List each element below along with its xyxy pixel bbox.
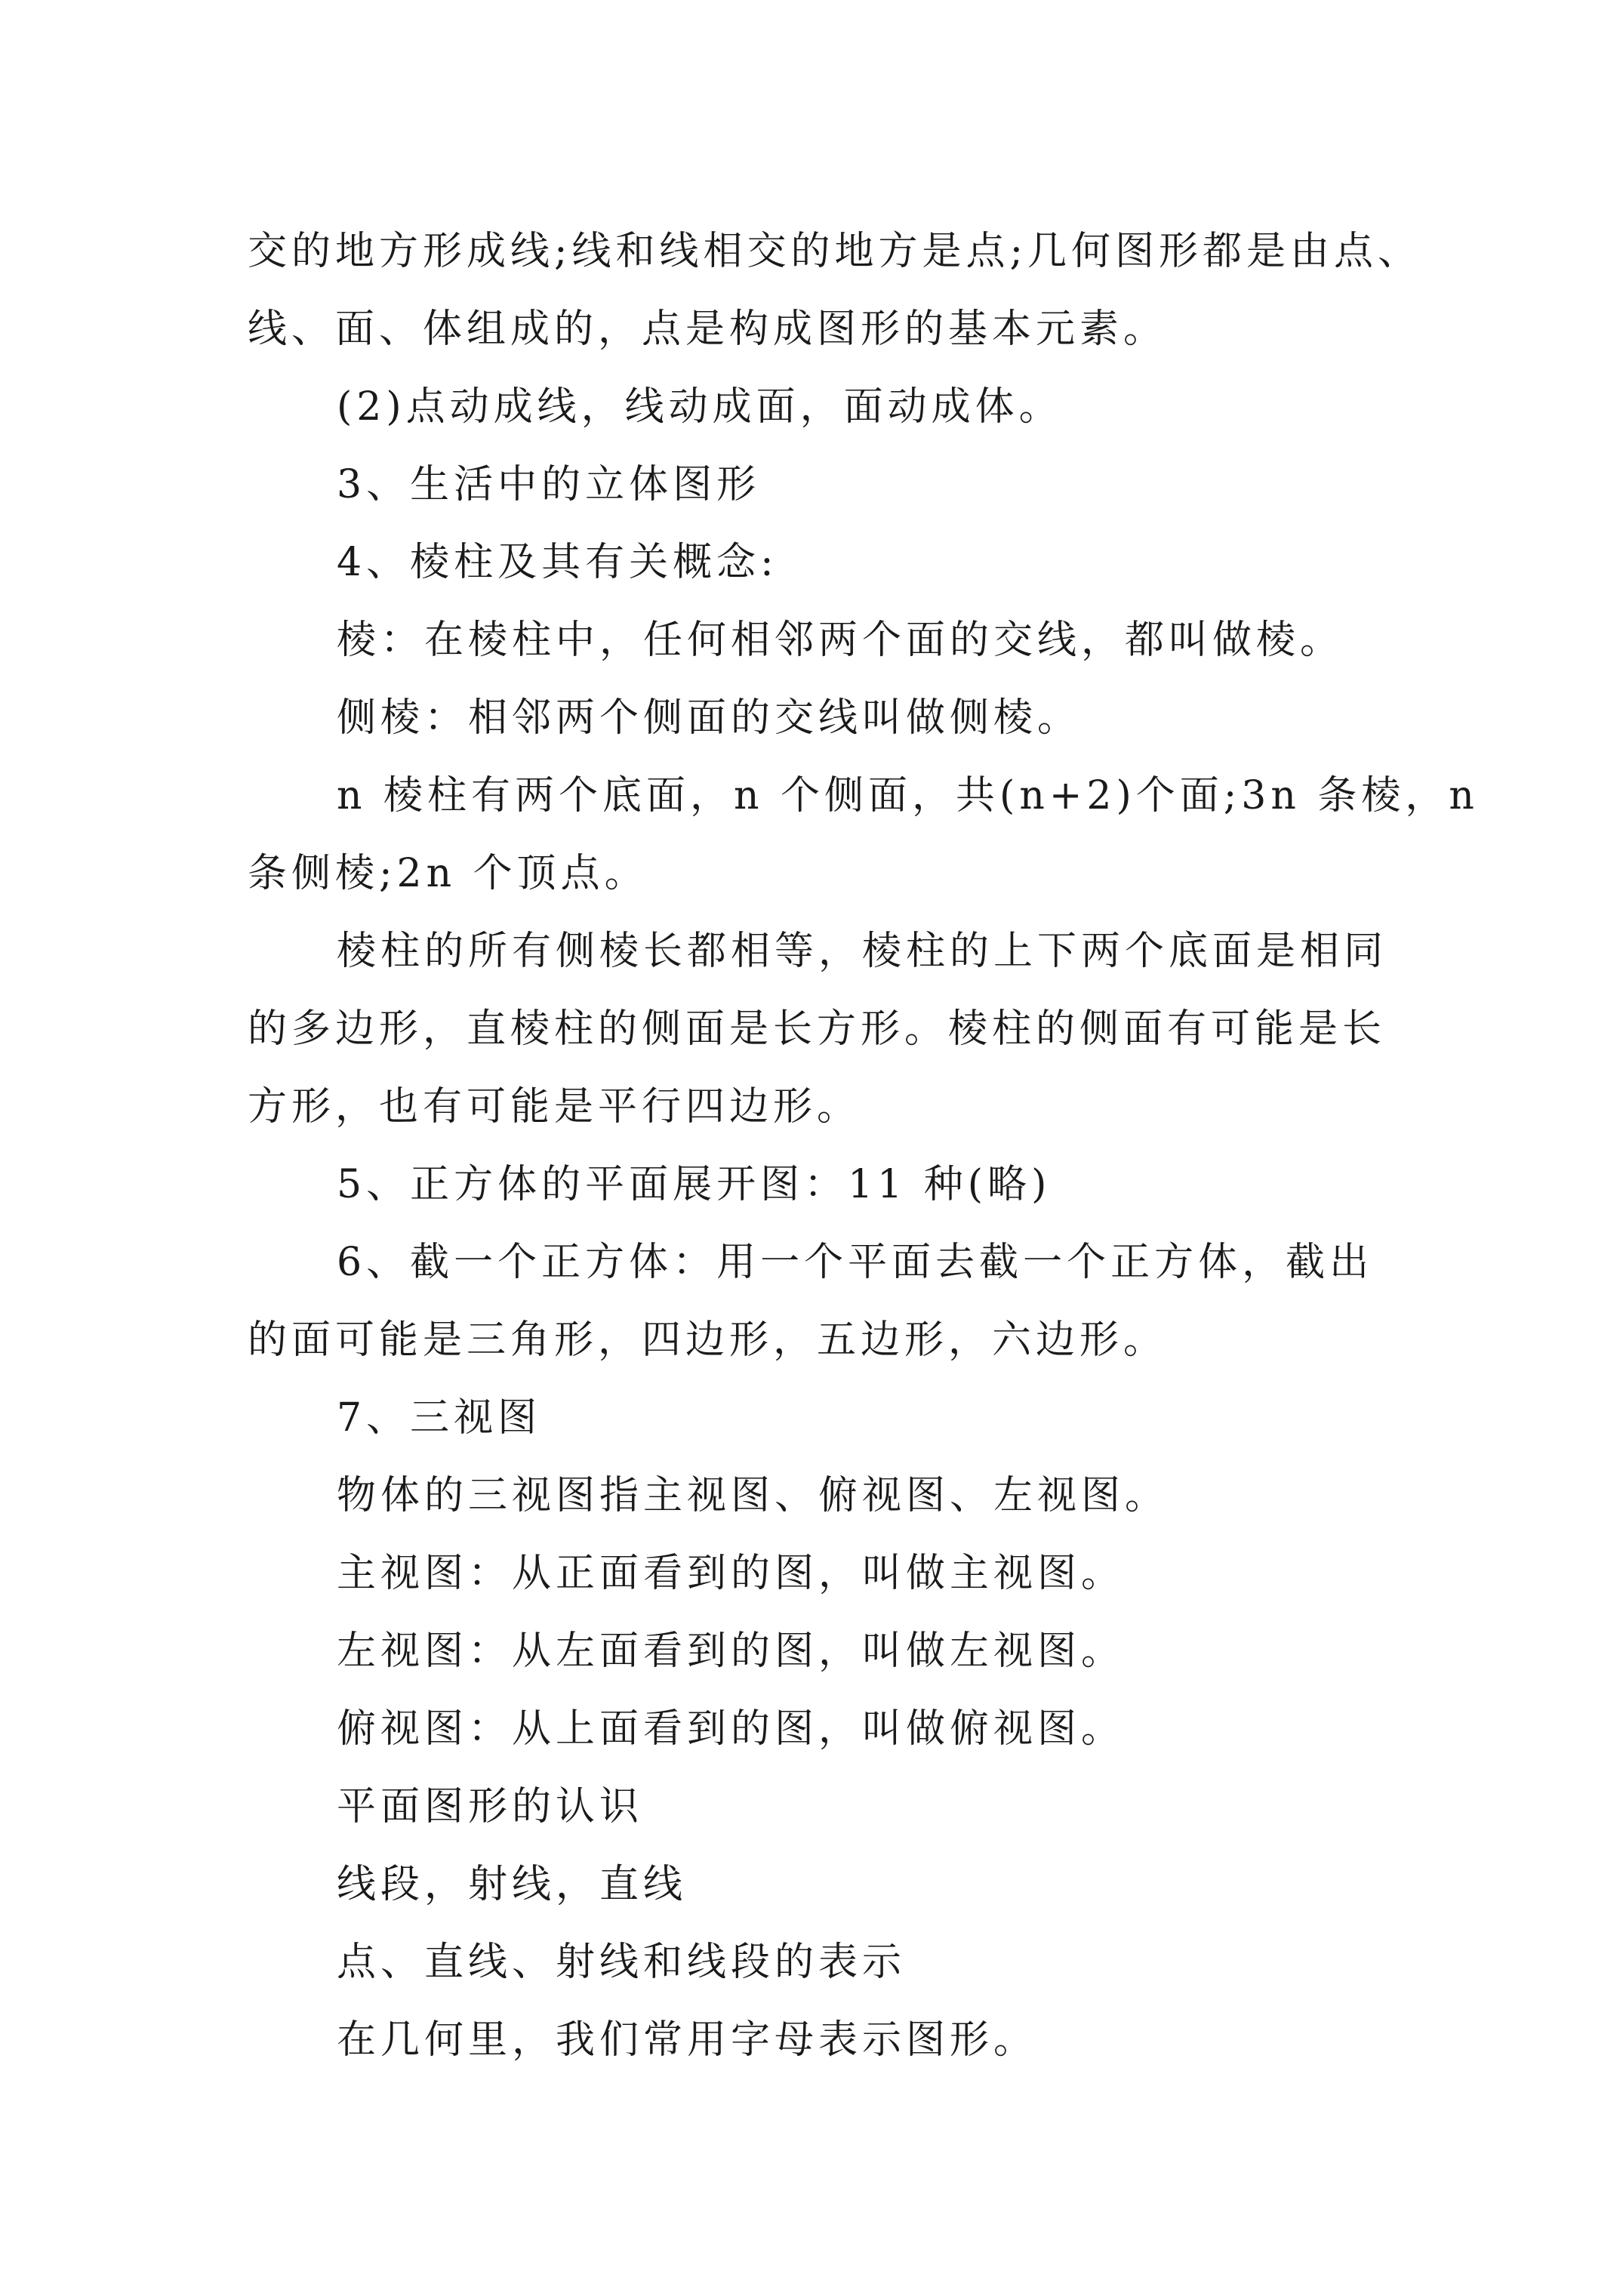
text-line: 条侧棱;2n 个顶点。	[248, 851, 648, 896]
section-heading: 7、三视图	[337, 1395, 542, 1441]
text-line: (2)点动成线，线动成面，面动成体。	[337, 384, 1063, 430]
text-line: 棱柱的所有侧棱长都相等，棱柱的上下两个底面是相同	[337, 929, 1388, 974]
text-line: 方形，也有可能是平行四边形。	[248, 1084, 861, 1130]
text-line: 左视图：从左面看到的图，叫做左视图。	[337, 1629, 1126, 1674]
text-line: 线段，射线，直线	[337, 1862, 688, 1907]
section-heading: 4、棱柱及其有关概念:	[337, 540, 778, 585]
document-body	[248, 213, 1479, 2079]
text-line: 的多边形，直棱柱的侧面是长方形。棱柱的侧面有可能是长	[248, 1006, 1387, 1052]
text-line: 俯视图：从上面看到的图，叫做俯视图。	[337, 1706, 1126, 1752]
text-line: 主视图：从正面看到的图，叫做主视图。	[337, 1551, 1126, 1596]
text-line: 棱：在棱柱中，任何相邻两个面的交线，都叫做棱。	[337, 618, 1344, 663]
text-line: 在几何里，我们常用字母表示图形。	[337, 2017, 1038, 2063]
text-line: 交的地方形成线;线和线相交的地方是点;几何图形都是由点、	[248, 229, 1422, 274]
text-line: 的面可能是三角形，四边形，五边形，六边形。	[248, 1318, 1168, 1363]
text-line: 物体的三视图指主视图、俯视图、左视图。	[337, 1473, 1169, 1518]
text-line: n 棱柱有两个底面，n 个侧面，共(n+2)个面;3n 条棱，n	[337, 773, 1479, 818]
text-line: 侧棱：相邻两个侧面的交线叫做侧棱。	[337, 695, 1082, 741]
section-heading: 3、生活中的立体图形	[337, 462, 761, 507]
section-heading: 平面图形的认识	[337, 1784, 644, 1829]
section-heading: 6、截一个正方体：用一个平面去截一个正方体，截出	[337, 1240, 1374, 1285]
text-line: 线、面、体组成的，点是构成图形的基本元素。	[248, 307, 1168, 352]
section-heading: 5、正方体的平面展开图：11 种(略)	[337, 1162, 1052, 1207]
text-line: 点、直线、射线和线段的表示	[337, 1940, 907, 1985]
